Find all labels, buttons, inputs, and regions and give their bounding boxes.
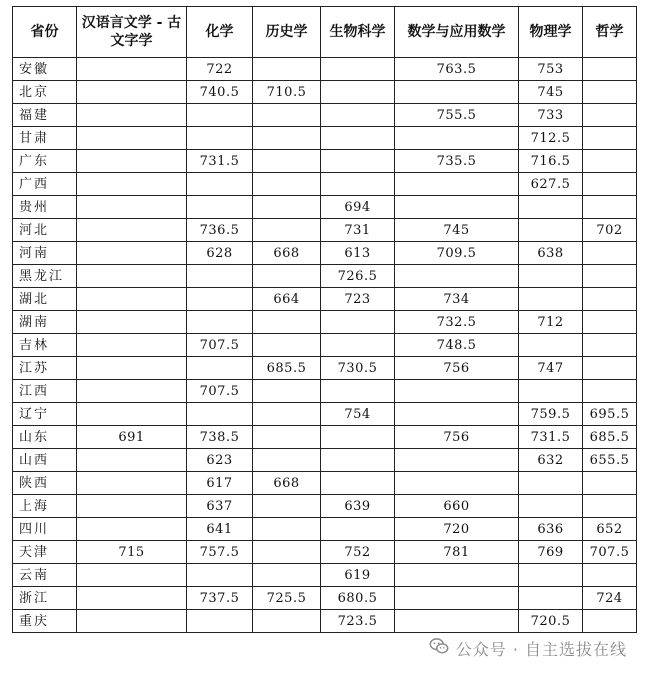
score-cell-philosophy [583,311,637,334]
score-cell-chinese-paleography [77,334,187,357]
score-cell-history [253,311,321,334]
score-cell-philosophy: 652 [583,518,637,541]
score-cell-biology: 680.5 [321,587,395,610]
score-cell-physics [519,564,583,587]
table-row [13,265,637,288]
score-cell-history [253,495,321,518]
table-row [13,472,637,495]
province-cell: 浙江 [13,587,77,610]
score-cell-chinese-paleography [77,472,187,495]
score-cell-history [253,150,321,173]
score-cell-philosophy [583,173,637,196]
score-cell-biology: 726.5 [321,265,395,288]
score-cell-biology [321,380,395,403]
table-row [13,380,637,403]
score-cell-chemistry [187,403,253,426]
score-cell-chinese-paleography [77,449,187,472]
score-cell-history [253,541,321,564]
score-cell-math: 734 [395,288,519,311]
table-row [13,196,637,219]
score-cell-philosophy [583,610,637,633]
score-cell-chemistry: 707.5 [187,380,253,403]
province-cell: 湖南 [13,311,77,334]
score-cell-physics [519,196,583,219]
score-cell-biology: 619 [321,564,395,587]
score-cell-physics [519,472,583,495]
score-cell-physics: 627.5 [519,173,583,196]
score-cell-philosophy: 695.5 [583,403,637,426]
score-cell-history [253,58,321,81]
score-cell-physics: 712 [519,311,583,334]
header-history: 历史学 [253,7,321,58]
score-cell-physics: 632 [519,449,583,472]
score-cell-philosophy [583,127,637,150]
score-cell-philosophy [583,104,637,127]
score-cell-biology: 723 [321,288,395,311]
score-cell-math: 763.5 [395,58,519,81]
score-cell-chinese-paleography [77,518,187,541]
watermark-text: 公众号 · 自主选拔在线 [455,639,627,659]
header-biology: 生物科学 [321,7,395,58]
province-cell: 重庆 [13,610,77,633]
score-cell-biology [321,334,395,357]
score-cell-chinese-paleography [77,58,187,81]
score-table [12,6,637,633]
score-cell-history: 664 [253,288,321,311]
score-cell-history [253,449,321,472]
score-cell-math: 756 [395,357,519,380]
score-cell-biology: 723.5 [321,610,395,633]
score-cell-chemistry [187,311,253,334]
score-cell-chinese-paleography [77,150,187,173]
score-cell-physics [519,334,583,357]
score-cell-physics: 753 [519,58,583,81]
table-row [13,541,637,564]
province-cell: 广东 [13,150,77,173]
table-row [13,104,637,127]
score-cell-chinese-paleography [77,127,187,150]
score-cell-chemistry: 731.5 [187,150,253,173]
score-cell-philosophy: 655.5 [583,449,637,472]
score-cell-math [395,380,519,403]
score-cell-physics: 769 [519,541,583,564]
table-row [13,81,637,104]
score-cell-philosophy [583,196,637,219]
score-cell-chinese-paleography [77,403,187,426]
score-cell-biology [321,472,395,495]
score-cell-history: 685.5 [253,357,321,380]
score-cell-chinese-paleography [77,265,187,288]
score-cell-chinese-paleography [77,288,187,311]
province-cell: 贵州 [13,196,77,219]
score-cell-philosophy: 724 [583,587,637,610]
score-cell-history [253,104,321,127]
table-body [13,58,637,633]
score-cell-math [395,403,519,426]
score-cell-biology [321,58,395,81]
score-cell-history [253,610,321,633]
score-cell-chemistry: 628 [187,242,253,265]
score-cell-math [395,449,519,472]
table-row [13,426,637,449]
score-cell-history [253,196,321,219]
score-cell-biology: 694 [321,196,395,219]
score-cell-history: 725.5 [253,587,321,610]
score-cell-chemistry: 641 [187,518,253,541]
score-cell-chinese-paleography: 691 [77,426,187,449]
score-cell-chemistry [187,173,253,196]
province-cell: 吉林 [13,334,77,357]
table-row [13,150,637,173]
score-cell-history: 668 [253,472,321,495]
score-cell-philosophy [583,81,637,104]
score-cell-chinese-paleography [77,242,187,265]
score-cell-chemistry: 740.5 [187,81,253,104]
score-cell-chinese-paleography [77,81,187,104]
score-cell-biology [321,127,395,150]
score-cell-chinese-paleography [77,219,187,242]
score-cell-chinese-paleography [77,564,187,587]
score-cell-physics: 712.5 [519,127,583,150]
score-cell-chinese-paleography [77,196,187,219]
score-cell-physics: 636 [519,518,583,541]
province-cell: 河南 [13,242,77,265]
province-cell: 四川 [13,518,77,541]
score-cell-biology: 752 [321,541,395,564]
province-cell: 陕西 [13,472,77,495]
score-cell-biology: 730.5 [321,357,395,380]
score-cell-math [395,564,519,587]
score-cell-chinese-paleography [77,357,187,380]
score-cell-chemistry [187,265,253,288]
watermark [428,635,627,661]
score-cell-physics: 733 [519,104,583,127]
score-cell-history [253,334,321,357]
score-cell-physics [519,495,583,518]
score-cell-philosophy [583,495,637,518]
score-cell-math: 732.5 [395,311,519,334]
table-row [13,518,637,541]
score-cell-physics: 747 [519,357,583,380]
score-cell-history [253,426,321,449]
score-cell-biology: 731 [321,219,395,242]
table-row [13,219,637,242]
header-chinese-paleography: 汉语言文学 - 古文字学 [77,7,187,58]
score-cell-philosophy [583,58,637,81]
table-row [13,311,637,334]
score-cell-math: 735.5 [395,150,519,173]
score-cell-philosophy [583,242,637,265]
table-row [13,587,637,610]
score-cell-chemistry: 736.5 [187,219,253,242]
score-cell-chinese-paleography [77,380,187,403]
score-cell-physics [519,219,583,242]
score-cell-biology [321,518,395,541]
score-cell-math: 709.5 [395,242,519,265]
province-cell: 山西 [13,449,77,472]
score-cell-math: 748.5 [395,334,519,357]
score-cell-chinese-paleography: 715 [77,541,187,564]
score-cell-philosophy [583,357,637,380]
score-cell-chemistry: 757.5 [187,541,253,564]
score-cell-physics: 720.5 [519,610,583,633]
score-cell-physics: 745 [519,81,583,104]
score-cell-philosophy: 685.5 [583,426,637,449]
score-cell-chemistry [187,357,253,380]
score-cell-physics [519,380,583,403]
score-cell-chemistry: 722 [187,58,253,81]
score-cell-philosophy [583,472,637,495]
table-header [13,7,637,58]
province-cell: 山东 [13,426,77,449]
score-cell-history: 668 [253,242,321,265]
score-cell-math [395,472,519,495]
score-cell-math: 660 [395,495,519,518]
table-row [13,288,637,311]
score-cell-biology: 613 [321,242,395,265]
header-math: 数学与应用数学 [395,7,519,58]
score-cell-biology: 639 [321,495,395,518]
score-cell-history [253,219,321,242]
score-cell-math [395,127,519,150]
score-cell-chemistry: 617 [187,472,253,495]
score-cell-history [253,564,321,587]
province-cell: 江苏 [13,357,77,380]
score-cell-history [253,173,321,196]
score-cell-philosophy [583,288,637,311]
table-row [13,403,637,426]
province-cell: 安徽 [13,58,77,81]
score-cell-chemistry [187,127,253,150]
score-cell-history [253,127,321,150]
province-cell: 上海 [13,495,77,518]
score-cell-philosophy [583,265,637,288]
score-cell-math: 755.5 [395,104,519,127]
score-cell-chemistry [187,564,253,587]
score-cell-physics [519,288,583,311]
table-row [13,242,637,265]
score-cell-philosophy [583,564,637,587]
score-cell-chemistry: 738.5 [187,426,253,449]
score-cell-philosophy: 707.5 [583,541,637,564]
table-row [13,357,637,380]
score-cell-chinese-paleography [77,610,187,633]
score-cell-philosophy [583,380,637,403]
score-cell-math [395,610,519,633]
score-cell-physics [519,265,583,288]
header-chemistry: 化学 [187,7,253,58]
score-cell-biology: 754 [321,403,395,426]
score-cell-philosophy [583,150,637,173]
province-cell: 辽宁 [13,403,77,426]
province-cell: 北京 [13,81,77,104]
score-cell-philosophy: 702 [583,219,637,242]
table-row [13,173,637,196]
province-cell: 天津 [13,541,77,564]
score-cell-chinese-paleography [77,495,187,518]
score-cell-chemistry: 637 [187,495,253,518]
score-cell-physics: 716.5 [519,150,583,173]
header-philosophy: 哲学 [583,7,637,58]
score-cell-math: 745 [395,219,519,242]
score-cell-biology [321,81,395,104]
table-row [13,127,637,150]
province-cell: 甘肃 [13,127,77,150]
score-cell-math [395,196,519,219]
score-cell-chinese-paleography [77,311,187,334]
header-physics: 物理学 [519,7,583,58]
score-cell-math [395,587,519,610]
score-cell-history: 710.5 [253,81,321,104]
score-cell-physics: 638 [519,242,583,265]
header-province: 省份 [13,7,77,58]
score-cell-chemistry [187,288,253,311]
score-cell-physics: 731.5 [519,426,583,449]
table-row [13,495,637,518]
score-cell-chinese-paleography [77,173,187,196]
score-cell-biology [321,104,395,127]
score-cell-chemistry [187,196,253,219]
province-cell: 福建 [13,104,77,127]
score-cell-chemistry [187,104,253,127]
score-cell-history [253,380,321,403]
score-cell-math: 720 [395,518,519,541]
province-cell: 湖北 [13,288,77,311]
score-cell-chemistry: 737.5 [187,587,253,610]
score-cell-biology [321,449,395,472]
score-cell-physics [519,587,583,610]
score-cell-biology [321,173,395,196]
score-cell-math: 756 [395,426,519,449]
table-row [13,449,637,472]
province-cell: 黑龙江 [13,265,77,288]
score-cell-philosophy [583,334,637,357]
score-cell-history [253,265,321,288]
score-cell-chinese-paleography [77,104,187,127]
score-cell-math [395,81,519,104]
score-cell-chemistry: 707.5 [187,334,253,357]
province-cell: 江西 [13,380,77,403]
score-cell-math [395,173,519,196]
province-cell: 广西 [13,173,77,196]
table-row [13,334,637,357]
score-cell-chemistry: 623 [187,449,253,472]
score-cell-math [395,265,519,288]
wechat-icon [428,635,450,661]
table-row [13,610,637,633]
score-cell-chemistry [187,610,253,633]
header-row [13,7,637,58]
score-cell-chinese-paleography [77,587,187,610]
score-cell-physics: 759.5 [519,403,583,426]
table-row [13,564,637,587]
score-cell-biology [321,311,395,334]
score-cell-biology [321,150,395,173]
province-cell: 云南 [13,564,77,587]
score-cell-history [253,403,321,426]
score-cell-biology [321,426,395,449]
score-cell-math: 781 [395,541,519,564]
province-cell: 河北 [13,219,77,242]
score-cell-history [253,518,321,541]
table-row [13,58,637,81]
